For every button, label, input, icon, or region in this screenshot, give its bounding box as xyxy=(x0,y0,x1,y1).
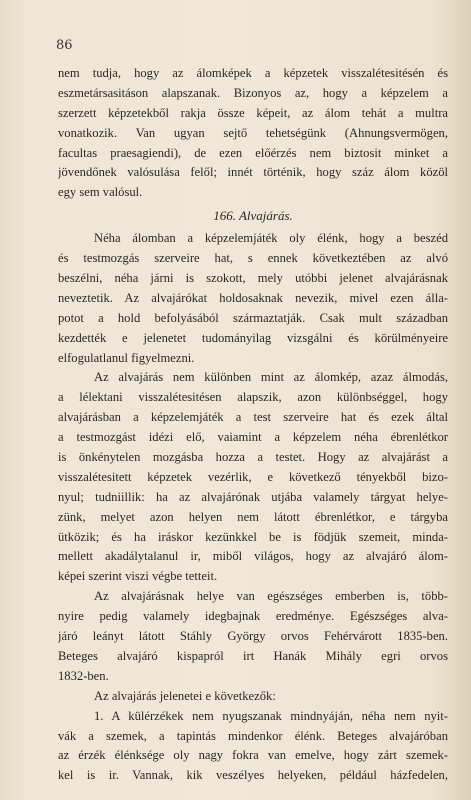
text-line: a testmozgást idézi elő, vaiamint a képzelem néha ébrenlétkor xyxy=(58,430,448,445)
text-line: az érzék élénksége oly nagy fokra van emelve, hogy zárt szemek- xyxy=(58,748,448,763)
text-line: nyul; tudniillik: ha az alvajárónak utjába valamely tárgyat helye- xyxy=(58,489,448,504)
text-line: neveztetik. Az alvajárókat holdosaknak nevezik, mivel ezen álla- xyxy=(58,290,448,305)
text-line: facultas praesagiendi), de ezen előérzés nem biztosit minket a xyxy=(58,145,448,160)
text-line: képei szerint viszi végbe tetteit. xyxy=(58,569,218,584)
text-line: zünk, melyet azon helyen nem látott ébrenlétkor, e tárgyba xyxy=(58,509,448,524)
body-text xyxy=(58,64,448,786)
text-line: Beteges alvajáró kispapról irt Hanák Mihály egri orvos xyxy=(58,648,448,663)
text-line: kel is ir. Vannak, kik veszélyes helyeken, például házfedelen, xyxy=(58,768,448,783)
text-line: 1832-ben. xyxy=(58,668,109,683)
text-line: és testmozgás szerveire hat, s ennek következtében az alvó xyxy=(58,251,448,266)
text-line: alvajárásban a képzelemjáték a test szerveire hat és ezek által xyxy=(58,410,448,425)
text-line: kezdették e jelenetet tudományilag vizsgálni és körülményeire xyxy=(58,330,448,345)
text-line: szerzett képzetekből rakja össze képeit, az álom tehát a multra xyxy=(58,105,448,120)
text-line: Az alvajárásnak helye van egészséges emberben is, több- xyxy=(94,589,448,604)
text-line: nyire pedig valamely idegbajnak eredménye. Egészséges alva- xyxy=(58,609,448,624)
text-line: vák a szemek, a tapintás mindenkor élénk. Beteges alvajáróban xyxy=(58,728,448,743)
section-heading: 166. Alvajárás. xyxy=(213,208,293,224)
text-line: vonatkozik. Van ugyan sejtő tehetségünk (Ahnungsvermögen, xyxy=(58,125,448,140)
text-line: visszalétesitett képzetek vezérlik, e következő tényekből bizo- xyxy=(58,469,448,484)
page-number: 86 xyxy=(56,38,73,53)
text-line: nem tudja, hogy az álomképek a képzetek visszalétesitésén és xyxy=(58,66,448,80)
text-line: ütközik; és ha iráskor kezünkkel be is födjük szemeit, minda- xyxy=(58,529,448,544)
text-line: Néha álomban a képzelemjáték oly élénk, hogy a beszéd xyxy=(94,231,448,246)
text-line: jövendőnek valósulása felől; innét történik, hogy száz álom közöl xyxy=(58,165,448,180)
text-line: is önkénytelen mozgásba hozza a testet. Hogy az alvajárást a xyxy=(58,450,448,465)
text-line: potot a hold befolyásából származtatják. Csak mult században xyxy=(58,310,448,325)
text-line: Az alvajárás jelenetei e következők: xyxy=(94,688,276,703)
text-line: járó leányt látott Stáhly György orvos Fehérvárott 1835-ben. xyxy=(58,629,448,644)
text-line: egy sem valósul. xyxy=(58,185,143,200)
text-line: beszélni, néha járni is szokott, mely utóbbi jelenet alvajárásnak xyxy=(58,271,448,286)
text-line: Az alvajárás nem különben mint az álomkép, azaz álmodás, xyxy=(94,370,448,385)
text-line: mellett akadálytalanul ir, miből világos, hogy az alvajáró álom- xyxy=(58,549,448,564)
text-line: eszmetársasitáson alapszanak. Bizonyos az, hogy a képzelem a xyxy=(58,85,448,100)
text-line: a lélektani visszalétesitésen alapszik, azon különbséggel, hogy xyxy=(58,390,448,405)
text-line: elfogulatlanul figyelmezni. xyxy=(58,350,195,365)
text-line: 1. A külérzékek nem nyugszanak mindnyáján, néha nem nyit- xyxy=(94,708,448,723)
